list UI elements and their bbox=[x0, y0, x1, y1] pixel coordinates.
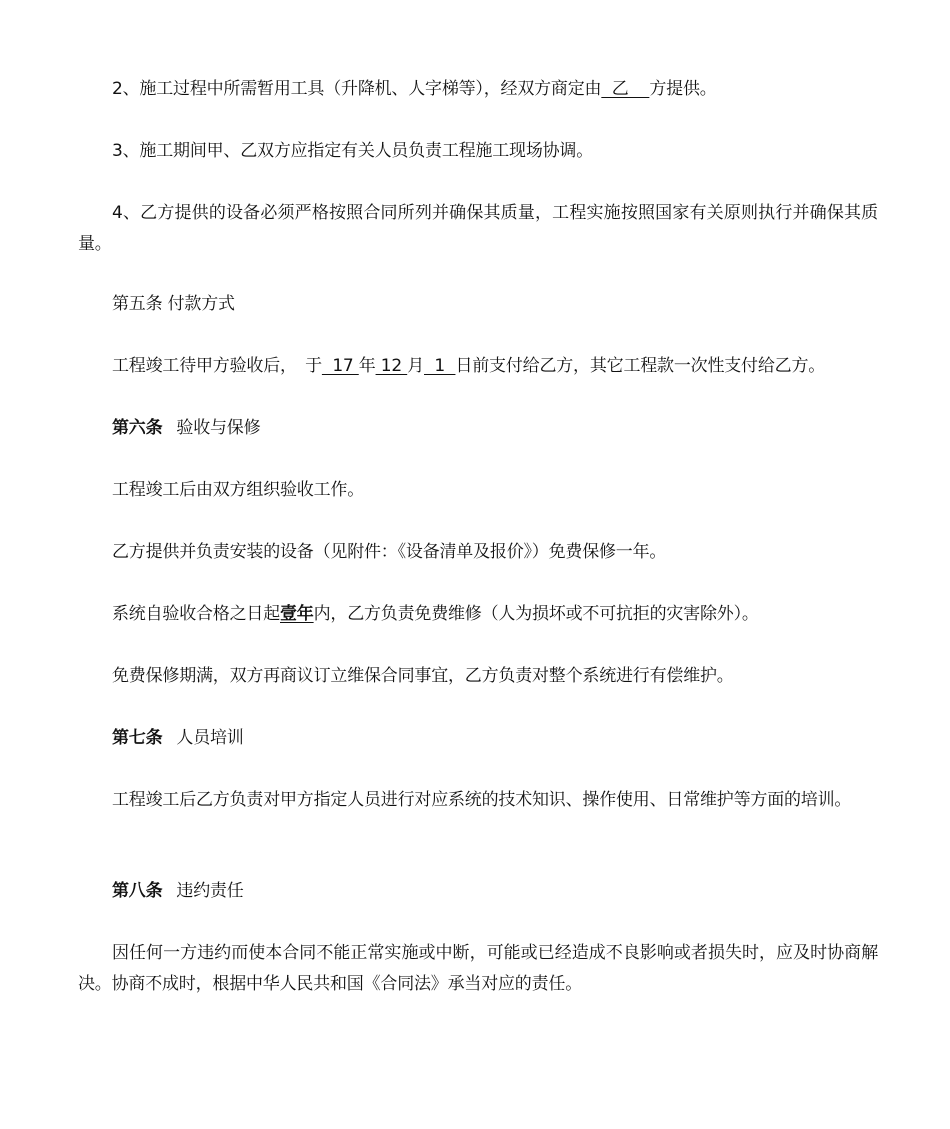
maintenance-text: 免费保修期满，双方再商议订立维保合同事宜，乙方负责对整个系统进行有偿维护。 bbox=[112, 666, 734, 686]
breach-text: 因任何一方违约而使本合同不能正常实施或中断，可能或已经造成不良影响或者损失时，应及时协商解决。协商不成时，根据中华人民共和国《合同法》承当对应的责任。 bbox=[78, 943, 878, 994]
section-8-number: 第八条 bbox=[112, 881, 163, 901]
clause-4-item-4: 4、乙方提供的设备必须严格按照合同所列并确保其质量，工程实施按照国家有关原则执行并确保其质量。 bbox=[78, 203, 878, 254]
provider-party-blank: 乙 bbox=[601, 79, 650, 99]
payment-text-end: 日前支付给乙方，其它工程款一次性支付给乙方。 bbox=[455, 356, 826, 376]
section-8-heading bbox=[78, 876, 878, 907]
section-6-title: 验收与保修 bbox=[176, 418, 261, 438]
section-7-number: 第七条 bbox=[112, 728, 163, 748]
clause-4-item-2 bbox=[78, 74, 878, 105]
payment-month-blank: 12 bbox=[375, 356, 408, 376]
warranty-period: 壹年 bbox=[280, 604, 314, 624]
item-2-text-end: 方提供。 bbox=[649, 79, 717, 99]
section-5-heading: 第五条 付款方式 bbox=[112, 294, 235, 314]
item-2-text: 2、施工过程中所需暂用工具（升降机、人字梯等），经双方商定由 bbox=[112, 79, 602, 99]
payment-terms bbox=[78, 351, 878, 382]
section-7-title: 人员培训 bbox=[176, 728, 244, 748]
section-6-number: 第六条 bbox=[112, 418, 163, 438]
repair-text-end: 内，乙方负责免费维修（人为损坏或不可抗拒的灾害除外）。 bbox=[313, 604, 759, 624]
clause-4-item-3: 3、施工期间甲、乙双方应指定有关人员负责工程施工现场协调。 bbox=[112, 141, 594, 161]
section-6-heading bbox=[78, 413, 878, 444]
payment-text: 工程竣工待甲方验收后， 于 bbox=[112, 356, 322, 376]
repair-text: 系统自验收合格之日起 bbox=[112, 604, 280, 624]
section-7-heading bbox=[78, 723, 878, 754]
payment-year-blank: 17 bbox=[321, 356, 359, 376]
training-text: 工程竣工后乙方负责对甲方指定人员进行对应系统的技术知识、操作使用、日常维护等方面的培训。 bbox=[112, 790, 852, 810]
payment-day-blank: 1 bbox=[424, 356, 456, 376]
month-label: 月 bbox=[407, 356, 425, 376]
repair-terms bbox=[78, 599, 878, 630]
warranty-text: 乙方提供并负责安装的设备（见附件：《设备清单及报价》）免费保修一年。 bbox=[112, 542, 667, 562]
section-8-title: 违约责任 bbox=[176, 881, 244, 901]
year-label: 年 bbox=[358, 356, 376, 376]
acceptance-text: 工程竣工后由双方组织验收工作。 bbox=[112, 480, 364, 500]
